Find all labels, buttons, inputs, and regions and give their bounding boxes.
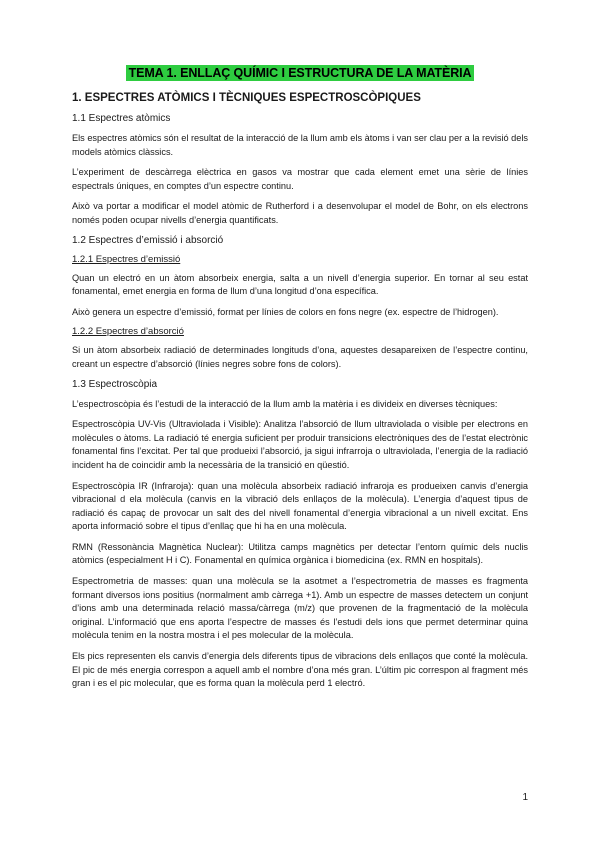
paragraph: L’espectroscòpia és l’estudi de la interacció de la llum amb la matèria i es divideix en diverses tècniques: — [72, 398, 498, 409]
paragraph: Si un àtom absorbeix radiació de determinades longituds d’ona, aquestes desapareixen de l’espectre continu, creant un espectre d’absorció (línies negres sobre fons de colors). — [72, 345, 528, 369]
section-1-1-heading: 1.1 Espectres atòmics — [72, 113, 171, 124]
section-1-3-heading: 1.3 Espectroscòpia — [72, 378, 158, 390]
section-1-2-2-heading: 1.2.2 Espectres d’absorció — [72, 326, 184, 338]
page-content — [72, 64, 528, 698]
paragraph: RMN (Ressonància Magnètica Nuclear): Utilitza camps magnètics per detectar l’entorn químic dels nuclis atòmics (especialment H i C). Fonamental en química orgànica i biomedicina (ex. RMN en hospitals). — [72, 541, 528, 566]
paragraph: Quan un electró en un àtom absorbeix energia, salta a un nivell d’energia superior. En tornar al seu estat fonamental, emet energia en forma de llum d’una longitud d’ona específica. — [72, 272, 528, 297]
section-1-2-1-heading: 1.2.1 Espectres d’emissió — [72, 253, 181, 265]
paragraph: Els pics representen els canvis d’energia dels diferents tipus de vibracions dels enllaços que conté la molècula. El pic de més energia correspon a aquell amb el nombre d’ona més gran. L’últim pic correspon al fragment més gran i es el pic molecular, que es forma quan la molècula perd 1 electró. — [72, 651, 528, 689]
title-wrapper — [72, 64, 528, 82]
document-title: TEMA 1. ENLLAÇ QUÍMIC I ESTRUCTURA DE LA MATÈRIA — [126, 65, 475, 81]
page-number: 1 — [522, 792, 528, 803]
paragraph: L’experiment de descàrrega elèctrica en gasos va mostrar que cada element emet una sèrie de línies espectrals úniques, en comptes d’un espectre continu. — [72, 167, 528, 191]
paragraph: Els espectres atòmics són el resultat de la interacció de la llum amb els àtoms i van ser clau per a la revisió dels models atòmics clàssics. — [72, 133, 529, 157]
section-1-heading: 1. ESPECTRES ATÒMICS I TÈCNIQUES ESPECTROSCÒPIQUES — [72, 92, 421, 104]
paragraph: Això va portar a modificar el model atòmic de Rutherford i a desenvolupar el model de Bohr, on els electrons només poden ocupar nivells d’energia quantificats. — [72, 201, 528, 225]
paragraph: Espectroscòpia IR (Infraroja): quan una molècula absorbeix radiació infraroja es produeixen canvis d’energia vibracional d ela molècula (canvis en la vibració dels enllaços de la molècula). L’energia d’aquest tipus de radiació és capaç de provocar un salt des del nivell fonamental d’energia vibracional a un nivell excitat. Ens aporta informació sobre el tipus d’enllaç que hi ha en una molècula. — [72, 480, 528, 532]
section-1-2-heading: 1.2 Espectres d’emissió i absorció — [72, 234, 224, 246]
paragraph: Espectroscòpia UV-Vis (Ultraviolada i Visible): Analitza l’absorció de llum ultraviolada o visible per electrons en molècules o àtoms. La radiació té energia suficient per produir transicions electròniques des de l’estat electrònic fonamental fins l’excitat. Per tal que produeixi l’absorció, ja sigui infrarroja o ultraviolada, l’energia de la radiació incident ha de coincidir amb la necessària de la transició en qüestió. — [72, 419, 528, 470]
paragraph: Espectrometria de masses: quan una molècula se la asotmet a l’espectrometria de masses es fragmenta formant diversos ions positius (normalment amb càrrega +1). Amb un espectre de masses detectem un conjunt d’ions amb una determinada relació massa/càrrega (m/z) que provenen de la fragmentació de la molècula original. L’informació que ens aporta l’espectre de masses és l’estudi dels ions que permet determinar quina molècula tenim en la nostra mostra i el pes molecular de la molècula. — [72, 576, 528, 641]
paragraph: Això genera un espectre d’emissió, format per línies de colors en fons negre (ex. espectre de l’hidrogen). — [72, 306, 499, 317]
